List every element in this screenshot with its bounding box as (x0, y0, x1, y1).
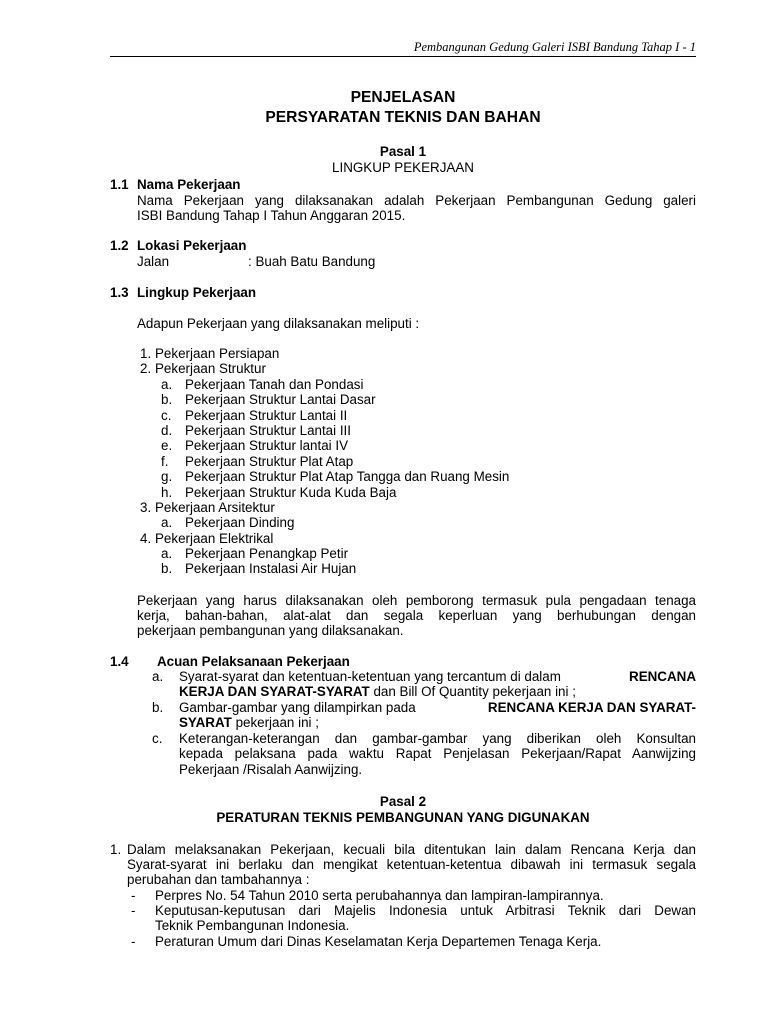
s11-title: Nama Pekerjaan (137, 177, 241, 192)
s13-title: Lingkup Pekerjaan (137, 285, 257, 300)
s14-a-bold2: KERJA DAN SYARAT-SYARAT (179, 684, 370, 699)
doc-title-line1: PENJELASAN (350, 89, 456, 106)
scope-item-number: 3. (140, 499, 152, 515)
scope-subitem (137, 454, 697, 469)
s14-c-line1: Keterangan-keterangan dan gambar-gambar yang diberikan oleh Konsultan (179, 731, 696, 746)
p2-item-2-line1: Keputusan-keputusan dari Majelis Indonesia untuk Arbitrasi Teknik dari Dewan (155, 903, 696, 918)
s11-text-line1: Nama Pekerjaan yang dilaksanakan adalah Pekerjaan Pembangunan Gedung galeri (137, 193, 696, 208)
p2-dash-3: - (131, 934, 136, 949)
scope-subitem-text: Pekerjaan Penangkap Petir (185, 546, 349, 562)
scope-subitem-text: Pekerjaan Dinding (185, 515, 295, 531)
scope-subitem-text: Pekerjaan Struktur lantai IV (185, 438, 349, 454)
scope-subitem-text: Pekerjaan Struktur Plat Atap Tangga dan Ruang Mesin (185, 469, 510, 485)
p2-marker: 1. (110, 842, 122, 857)
s14-b-bold2: SYARAT (179, 715, 232, 730)
scope-list (137, 346, 697, 577)
scope-subitem-letter: d. (161, 422, 173, 438)
s14-c-line2: kepada pelaksana pada waktu Rapat Penjelasan Pekerjaan/Rapat Aanwijzing (179, 746, 696, 761)
s13-intro: Adapun Pekerjaan yang dilaksanakan meliputi : (137, 316, 420, 331)
scope-subitem (137, 392, 697, 407)
s14-c-marker: c. (152, 731, 163, 746)
p2-line3: perubahan dan tambahannya : (127, 872, 310, 887)
scope-subitem-letter: a. (161, 546, 173, 562)
scope-subitem (137, 377, 697, 392)
s13-number: 1.3 (110, 285, 129, 300)
s12-label: Jalan (137, 254, 170, 269)
p2-line1: Dalam melaksanakan Pekerjaan, kecuali bila ditentukan lain dalam Rencana Kerja dan (127, 842, 696, 857)
doc-title-line2: PERSYARATAN TEKNIS DAN BAHAN (265, 109, 541, 126)
s14-b-text2: pekerjaan ini ; (231, 715, 319, 730)
scope-subitem (137, 561, 697, 576)
scope-subitem (137, 423, 697, 438)
s14-b-marker: b. (152, 700, 164, 715)
s12-title: Lokasi Pekerjaan (137, 238, 247, 253)
scope-item (137, 500, 697, 515)
scope-item-text: Pekerjaan Elektrikal (155, 530, 274, 546)
scope-subitem-text: Pekerjaan Instalasi Air Hujan (185, 561, 357, 577)
s14-a-line1 (179, 669, 696, 684)
scope-item-number: 1. (140, 346, 152, 361)
scope-subitem-text: Pekerjaan Struktur Lantai III (185, 422, 351, 438)
scope-subitem-text: Pekerjaan Struktur Plat Atap (185, 453, 354, 469)
s14-b-line2 (179, 715, 319, 730)
s14-a-text2: dan Bill Of Quantity pekerjaan ini ; (369, 684, 576, 699)
scope-item-text: Pekerjaan Struktur (155, 361, 266, 377)
p2-item-3: Peraturan Umum dari Dinas Keselamatan Kerja Departemen Tenaga Kerja. (155, 934, 602, 949)
scope-subitem (137, 515, 697, 530)
scope-subitem-letter: a. (161, 376, 173, 392)
scope-subitem-text: Pekerjaan Struktur Lantai II (185, 407, 348, 423)
s14-b-line1 (179, 700, 696, 715)
scope-item (137, 361, 697, 376)
scope-subitem-text: Pekerjaan Struktur Kuda Kuda Baja (185, 484, 397, 500)
p2-dash-2: - (131, 903, 136, 918)
scope-subitem-letter: b. (161, 561, 173, 577)
scope-subitem-letter: e. (161, 438, 173, 454)
s14-title: Acuan Pelaksanaan Pekerjaan (157, 654, 350, 669)
p2-dash-1: - (131, 888, 136, 903)
pasal1-label: Pasal 1 (379, 144, 427, 159)
s14-number: 1.4 (110, 654, 129, 669)
scope-item (137, 346, 697, 361)
scope-item-number: 4. (140, 530, 152, 546)
s13-closing-line2: kerja, bahan-bahan, alat-alat dan segala keperluan yang berhubungan dengan (137, 608, 696, 623)
scope-subitem (137, 485, 697, 500)
scope-subitem (137, 408, 697, 423)
scope-subitem-text: Pekerjaan Struktur Lantai Dasar (185, 392, 376, 408)
s12-number: 1.2 (110, 238, 129, 253)
s14-a-line2 (179, 684, 576, 699)
p2-item-2-line2: Teknik Pembangunan Indonesia. (155, 918, 350, 933)
s13-closing-line1: Pekerjaan yang harus dilaksanakan oleh pemborong termasuk pula pengadaan tenaga (137, 593, 696, 608)
s11-text-line2: ISBI Bandung Tahap I Tahun Anggaran 2015. (137, 208, 406, 223)
scope-subitem-letter: h. (161, 484, 173, 500)
scope-subitem (137, 546, 697, 561)
scope-subitem-letter: a. (161, 515, 173, 531)
s14-b-text: Gambar-gambar yang dilampirkan pada (179, 700, 416, 715)
pasal2-label: Pasal 2 (379, 794, 427, 809)
scope-item-text: Pekerjaan Arsitektur (155, 499, 275, 515)
s13-closing-line3: pekerjaan pembangunan yang dilaksanakan. (137, 623, 404, 638)
pasal1-heading: LINGKUP PEKERJAAN (332, 160, 474, 175)
header-rule (110, 56, 696, 57)
s14-a-bold: RENCANA (629, 669, 696, 684)
scope-subitem (137, 438, 697, 453)
scope-item (137, 531, 697, 546)
running-header: Pembangunan Gedung Galeri ISBI Bandung Tahap I - 1 (413, 40, 696, 54)
scope-subitem (137, 469, 697, 484)
s11-number: 1.1 (110, 177, 129, 192)
p2-item-1: Perpres No. 54 Tahun 2010 serta perubahannya dan lampiran-lampirannya. (155, 888, 604, 903)
pasal2-heading: PERATURAN TEKNIS PEMBANGUNAN YANG DIGUNAKAN (216, 810, 590, 825)
s14-b-bold: RENCANA KERJA DAN SYARAT- (487, 700, 696, 715)
s12-value: : Buah Batu Bandung (248, 254, 376, 269)
scope-subitem-letter: c. (161, 407, 172, 423)
scope-subitem-letter: g. (161, 469, 173, 485)
scope-subitem-letter: f. (161, 453, 169, 469)
s14-a-text: Syarat-syarat dan ketentuan-ketentuan yang tercantum di dalam (179, 669, 561, 684)
s14-a-marker: a. (152, 669, 164, 684)
s14-c-line3: Pekerjaan /Risalah Aanwijzing. (179, 762, 363, 777)
scope-subitem-letter: b. (161, 392, 173, 408)
scope-item-number: 2. (140, 361, 152, 377)
p2-line2: Syarat-syarat ini berlaku dan mengikat ketentuan-ketentua dibawah ini termasuk segala (127, 857, 696, 872)
scope-subitem-text: Pekerjaan Tanah dan Pondasi (185, 376, 364, 392)
scope-item-text: Pekerjaan Persiapan (155, 346, 280, 361)
